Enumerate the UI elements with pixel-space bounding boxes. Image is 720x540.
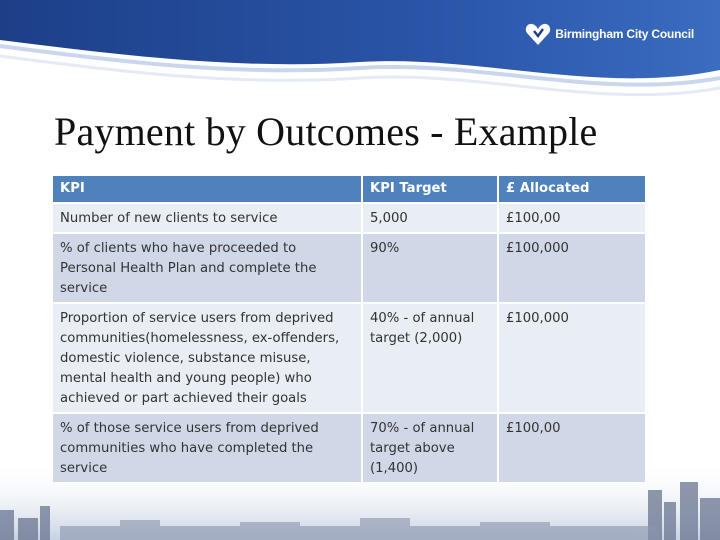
table-row (53, 413, 645, 482)
allocated-cell: £100,000 (498, 233, 645, 303)
column-header-allocated: £ Allocated (498, 176, 645, 203)
kpi-cell: Number of new clients to service (53, 203, 362, 233)
allocated-cell: £100,00 (498, 413, 645, 482)
table-header-row (53, 176, 645, 203)
heart-logo-icon (525, 22, 551, 46)
target-cell: 5,000 (362, 203, 498, 233)
kpi-table (53, 176, 645, 482)
kpi-cell: % of clients who have proceeded to Personal Health Plan and complete the service (53, 233, 362, 303)
allocated-cell: £100,00 (498, 203, 645, 233)
logo-text: Birmingham City Council (555, 27, 694, 41)
target-cell: 90% (362, 233, 498, 303)
target-cell: 40% - of annual target (2,000) (362, 303, 498, 413)
target-cell: 70% - of annual target above (1,400) (362, 413, 498, 482)
council-logo (525, 22, 694, 46)
kpi-cell: % of those service users from deprived communities who have completed the service (53, 413, 362, 482)
table-row (53, 203, 645, 233)
column-header-kpi: KPI (53, 176, 362, 203)
table-row (53, 303, 645, 413)
table-row (53, 233, 645, 303)
page-title: Payment by Outcomes - Example (54, 109, 598, 154)
allocated-cell: £100,000 (498, 303, 645, 413)
column-header-kpi-target: KPI Target (362, 176, 498, 203)
header-banner (0, 0, 720, 100)
kpi-cell: Proportion of service users from deprived communities(homelessness, ex-offenders, domestic violence, substance misuse, mental health and young people) who achieved or part achieved their goals (53, 303, 362, 413)
